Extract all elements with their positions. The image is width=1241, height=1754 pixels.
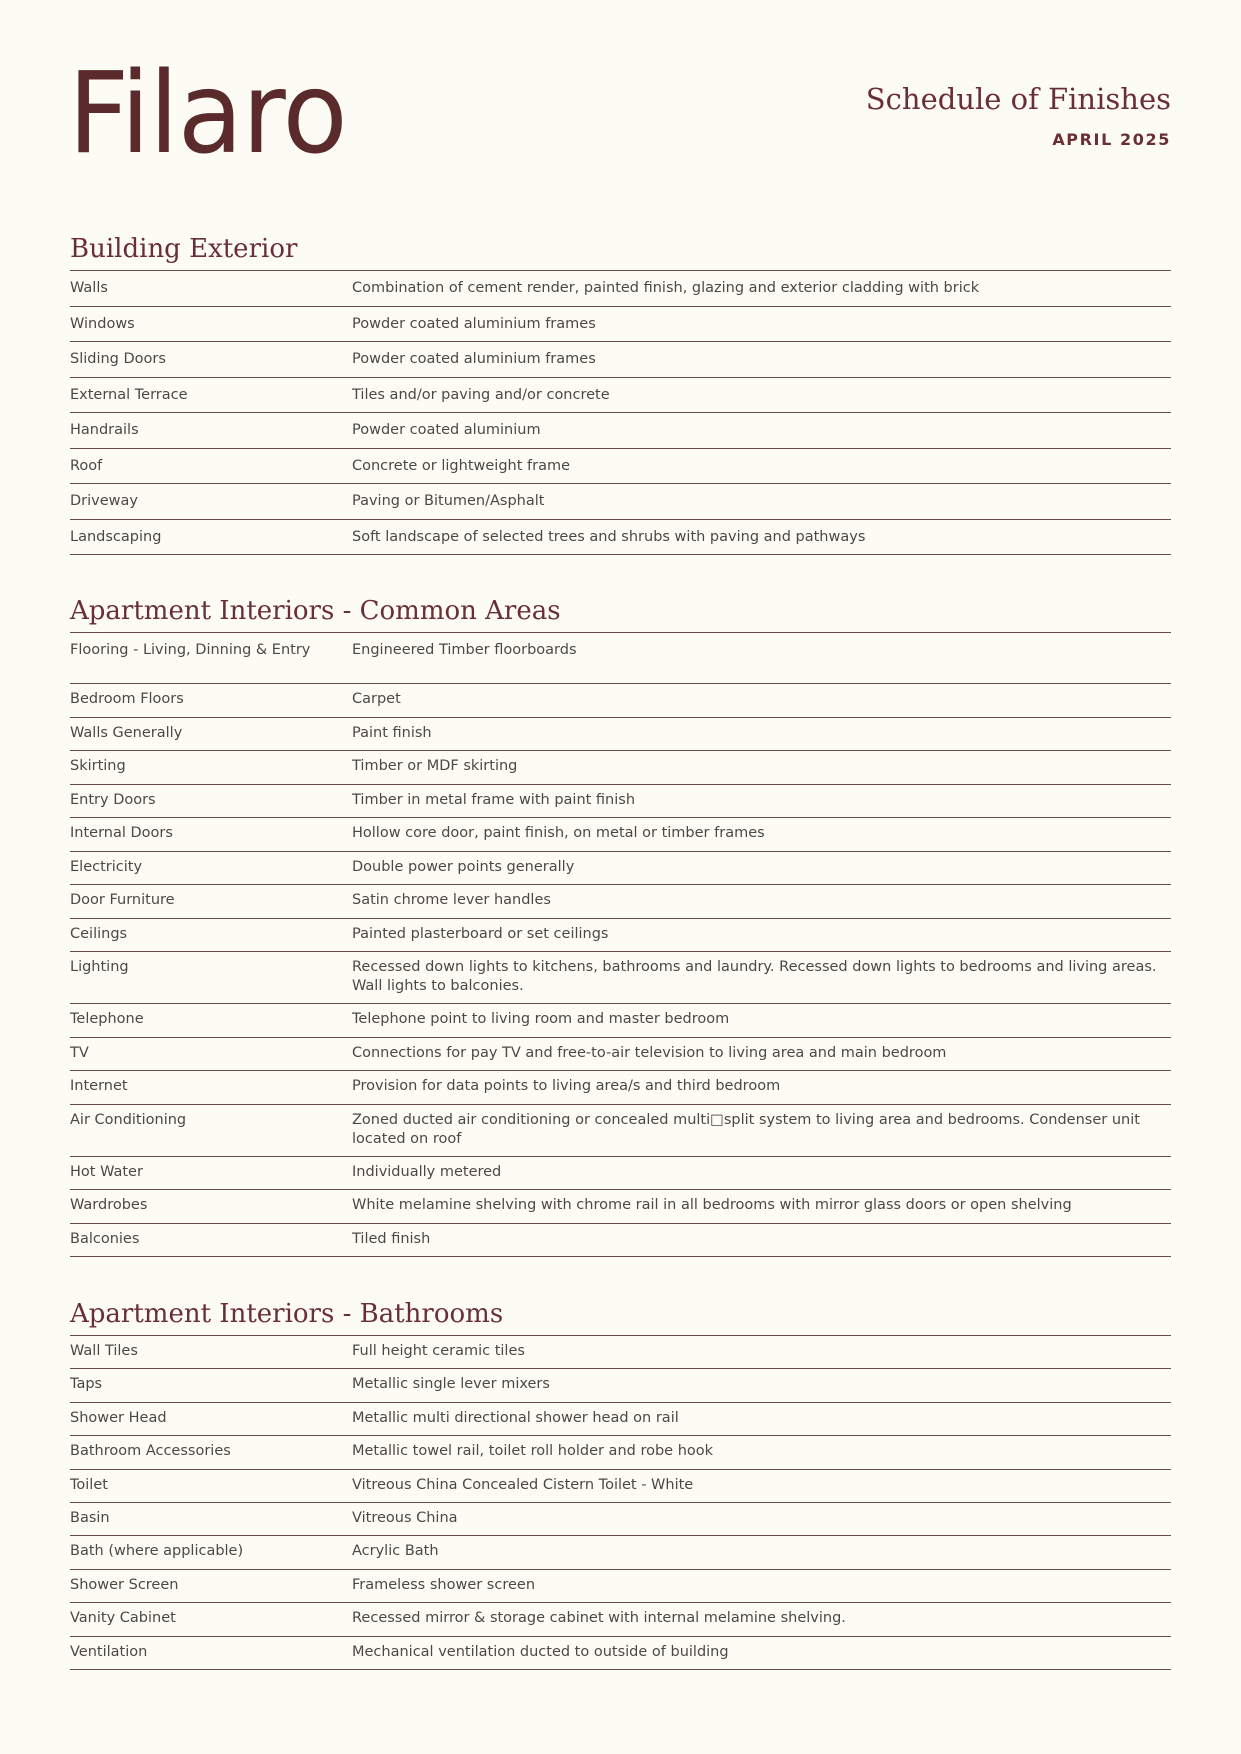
row-label: Bathroom Accessories	[70, 1443, 231, 1460]
row-value: Provision for data points to living area/s and third bedroom	[352, 1078, 781, 1094]
row-value: Connections for pay TV and free-to-air television to living area and main bedroom	[352, 1044, 947, 1061]
section-title: Apartment Interiors - Bathrooms	[70, 1293, 1171, 1336]
row-value: Powder coated aluminium	[352, 422, 541, 438]
section-bathrooms	[70, 1293, 1171, 1670]
row-value: Tiles and/or paving and/or concrete	[352, 386, 610, 403]
row-label: Balconies	[70, 1230, 140, 1247]
table-row	[70, 1603, 1171, 1636]
row-label: Landscaping	[70, 528, 162, 545]
table-row	[70, 413, 1171, 449]
row-label: Internet	[70, 1078, 128, 1094]
row-label: Lighting	[70, 959, 129, 975]
row-value: Powder coated aluminium frames	[352, 315, 596, 332]
table-row	[70, 1436, 1171, 1469]
table-row	[70, 1570, 1171, 1603]
row-value: Metallic towel rail, toilet roll holder and robe hook	[352, 1443, 714, 1460]
table-row	[70, 919, 1171, 953]
row-value: Metallic single lever mixers	[352, 1376, 550, 1393]
table-row	[70, 1224, 1171, 1258]
table-row	[70, 885, 1171, 919]
table-row	[70, 852, 1171, 886]
row-value: Powder coated aluminium frames	[352, 351, 596, 367]
row-label: Vanity Cabinet	[70, 1610, 176, 1627]
row-label: Door Furniture	[70, 892, 175, 908]
document-date: APRIL 2025	[1052, 130, 1171, 149]
row-label: Walls Generally	[70, 724, 183, 741]
row-label: Toilet	[70, 1476, 108, 1493]
table-row	[70, 684, 1171, 718]
row-value: Engineered Timber floorboards	[352, 642, 577, 658]
row-label: Handrails	[70, 422, 139, 438]
table-row	[70, 633, 1171, 684]
row-value: Painted plasterboard or set ceilings	[352, 925, 609, 942]
row-label: Wardrobes	[70, 1197, 148, 1213]
row-value: Recessed mirror & storage cabinet with internal melamine shelving.	[352, 1610, 846, 1627]
brand-logo: Filaro	[68, 49, 347, 179]
row-label: Taps	[70, 1376, 103, 1393]
document-title: Schedule of Finishes	[865, 82, 1171, 116]
finishes-table	[70, 1336, 1171, 1670]
row-label: Telephone	[70, 1011, 144, 1027]
row-value: Individually metered	[352, 1163, 502, 1180]
table-row	[70, 1190, 1171, 1224]
table-row	[70, 1403, 1171, 1436]
table-row	[70, 1004, 1171, 1038]
section-title: Apartment Interiors - Common Areas	[70, 590, 1171, 633]
row-value: Zoned ducted air conditioning or concealed multi□split system to living area and bedrooms. Condenser unit located on roof	[352, 1111, 1140, 1147]
table-row	[70, 271, 1171, 307]
table-row	[70, 1503, 1171, 1536]
row-value: Mechanical ventilation ducted to outside of building	[352, 1643, 729, 1660]
row-value: Recessed down lights to kitchens, bathrooms and laundry. Recessed down lights to bedrooms and living areas. Wall lights to balconies.	[352, 959, 1157, 994]
row-value: Timber or MDF skirting	[352, 758, 518, 774]
table-row	[70, 449, 1171, 485]
row-label: Sliding Doors	[70, 351, 166, 367]
row-value: Hollow core door, paint finish, on metal or timber frames	[352, 825, 765, 841]
row-label: Roof	[70, 457, 103, 474]
row-value: Metallic multi directional shower head on rail	[352, 1409, 679, 1426]
row-label: Wall Tiles	[70, 1343, 138, 1359]
row-label: Entry Doors	[70, 791, 156, 808]
table-row	[70, 307, 1171, 343]
row-label: TV	[70, 1044, 89, 1061]
row-value: Vitreous China Concealed Cistern Toilet - White	[352, 1476, 694, 1493]
row-label: Shower Head	[70, 1409, 167, 1426]
row-label: Internal Doors	[70, 825, 173, 841]
row-label: Ceilings	[70, 925, 128, 942]
table-row	[70, 1470, 1171, 1503]
row-value: Frameless shower screen	[352, 1576, 536, 1593]
row-value: Carpet	[352, 691, 401, 707]
row-label: Shower Screen	[70, 1576, 179, 1593]
row-label: Walls	[70, 280, 108, 296]
section-building-exterior	[70, 228, 1171, 555]
row-label: Skirting	[70, 758, 126, 774]
row-label: Bath (where applicable)	[70, 1543, 244, 1560]
row-label: Electricity	[70, 858, 143, 875]
table-row	[70, 1071, 1171, 1105]
row-value: Paint finish	[352, 724, 432, 741]
row-value: Paving or Bitumen/Asphalt	[352, 493, 545, 509]
row-value: White melamine shelving with chrome rail in all bedrooms with mirror glass doors or open shelving	[352, 1197, 1072, 1213]
row-label: Flooring - Living, Dinning & Entry	[70, 642, 311, 658]
table-row	[70, 818, 1171, 852]
row-value: Full height ceramic tiles	[352, 1343, 525, 1359]
row-value: Combination of cement render, painted finish, glazing and exterior cladding with brick	[352, 280, 980, 296]
table-row	[70, 785, 1171, 819]
row-value: Tiled finish	[352, 1230, 431, 1247]
table-row	[70, 520, 1171, 556]
section-common-areas	[70, 590, 1171, 1257]
table-row	[70, 342, 1171, 378]
table-row	[70, 484, 1171, 520]
row-label: Air Conditioning	[70, 1111, 187, 1128]
table-row	[70, 1369, 1171, 1402]
row-label: Ventilation	[70, 1643, 148, 1660]
row-value: Telephone point to living room and master bedroom	[352, 1011, 730, 1027]
finishes-table	[70, 271, 1171, 555]
table-row	[70, 751, 1171, 785]
table-row	[70, 1637, 1171, 1670]
row-label: Hot Water	[70, 1163, 143, 1180]
table-row	[70, 1336, 1171, 1369]
table-row	[70, 718, 1171, 752]
row-value: Concrete or lightweight frame	[352, 457, 571, 474]
row-label: Basin	[70, 1509, 110, 1526]
table-row	[70, 1038, 1171, 1072]
row-value: Timber in metal frame with paint finish	[352, 791, 636, 808]
row-value: Vitreous China	[352, 1509, 458, 1526]
table-row	[70, 1157, 1171, 1191]
row-value: Satin chrome lever handles	[352, 892, 551, 908]
section-title: Building Exterior	[70, 228, 1171, 271]
row-value: Soft landscape of selected trees and shrubs with paving and pathways	[352, 528, 866, 545]
table-row	[70, 1105, 1171, 1157]
row-label: External Terrace	[70, 386, 188, 403]
table-row	[70, 1536, 1171, 1569]
row-label: Bedroom Floors	[70, 691, 184, 707]
row-value: Acrylic Bath	[352, 1543, 439, 1560]
row-value: Double power points generally	[352, 858, 575, 875]
row-label: Windows	[70, 315, 135, 332]
row-label: Driveway	[70, 493, 138, 509]
finishes-table	[70, 633, 1171, 1257]
table-row	[70, 378, 1171, 414]
table-row	[70, 952, 1171, 1004]
